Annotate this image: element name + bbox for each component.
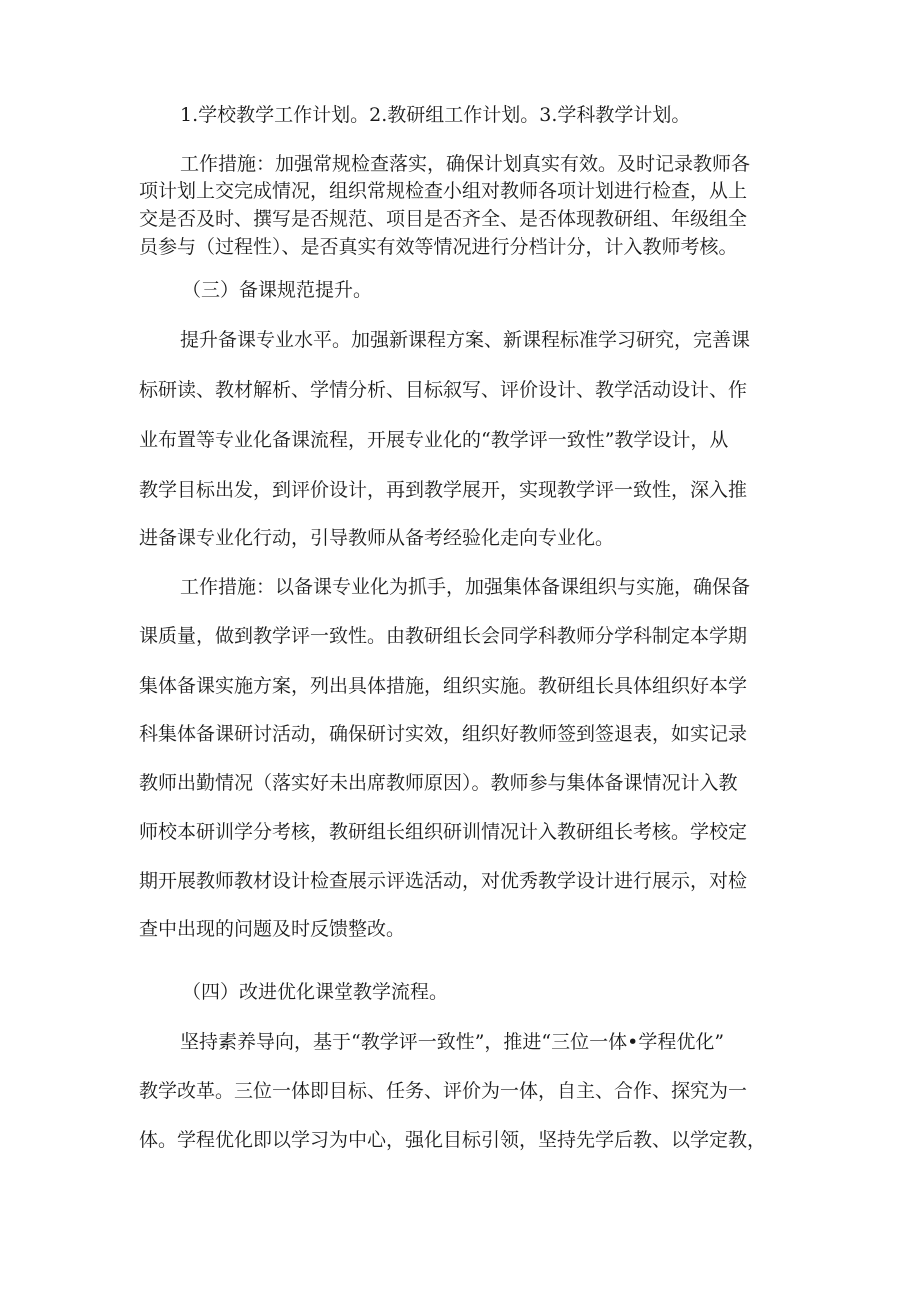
paragraph-line: 教学改革。三位一体即目标、任务、评价为一体，自主、合作、探究为一 <box>139 1080 748 1102</box>
paragraph-line: 交是否及时、撰写是否规范、项目是否齐全、是否体现教研组、年级组全 <box>139 208 748 230</box>
paragraph-line: 坚持素养导向，基于“教学评一致性”，推进“三位一体•学程优化” <box>180 1031 725 1053</box>
paragraph-line: 进备课专业化行动，引导教师从备考经验化走向专业化。 <box>139 527 615 549</box>
paragraph-line: 体。学程优化即以学习为中心，强化目标引领，坚持先学后教、以学定教， <box>139 1129 767 1151</box>
section-heading: （三）备课规范提升。 <box>182 279 373 301</box>
paragraph-line: 工作措施：加强常规检查落实，确保计划真实有效。及时记录教师各 <box>180 153 751 175</box>
paragraph-line: 业布置等专业化备课流程，开展专业化的“教学评一致性”教学设计，从 <box>139 429 729 451</box>
paragraph-line: 教学目标出发，到评价设计，再到教学展开，实现教学评一致性，深入推 <box>139 479 748 501</box>
section-heading: （四）改进优化课堂教学流程。 <box>182 981 449 1003</box>
paragraph-line: 工作措施：以备课专业化为抓手，加强集体备课组织与实施，确保备 <box>180 576 751 598</box>
paragraph-line: 查中出现的问题及时反馈整改。 <box>139 918 406 940</box>
paragraph-line: 集体备课实施方案，列出具体措施，组织实施。教研组长具体组织好本学 <box>139 675 748 697</box>
paragraph-line: 师校本研训学分考核，教研组长组织研训情况计入教研组长考核。学校定 <box>139 821 748 843</box>
paragraph-line: 提升备课专业水平。加强新课程方案、新课程标准学习研究，完善课 <box>180 329 751 351</box>
paragraph-line: 员参与（过程性）、是否真实有效等情况进行分档计分，计入教师考核。 <box>139 236 738 258</box>
paragraph-line: 教师出勤情况（落实好未出席教师原因）。教师参与集体备课情况计入教 <box>139 772 738 794</box>
paragraph-line: 标研读、教材解析、学情分析、目标叙写、评价设计、教学活动设计、作 <box>139 379 748 401</box>
paragraph-line: 课质量，做到教学评一致性。由教研组长会同学科教师分学科制定本学期 <box>139 625 748 647</box>
plans-list: 1.学校教学工作计划。2.教研组工作计划。3.学科教学计划。 <box>180 104 691 126</box>
paragraph-line: 期开展教师教材设计检查展示评选活动，对优秀教学设计进行展示，对检 <box>139 870 748 892</box>
paragraph-line: 项计划上交完成情况，组织常规检查小组对教师各项计划进行检查，从上 <box>139 180 748 202</box>
paragraph-line: 科集体备课研讨活动，确保研讨实效，组织好教师签到签退表，如实记录 <box>139 723 748 745</box>
